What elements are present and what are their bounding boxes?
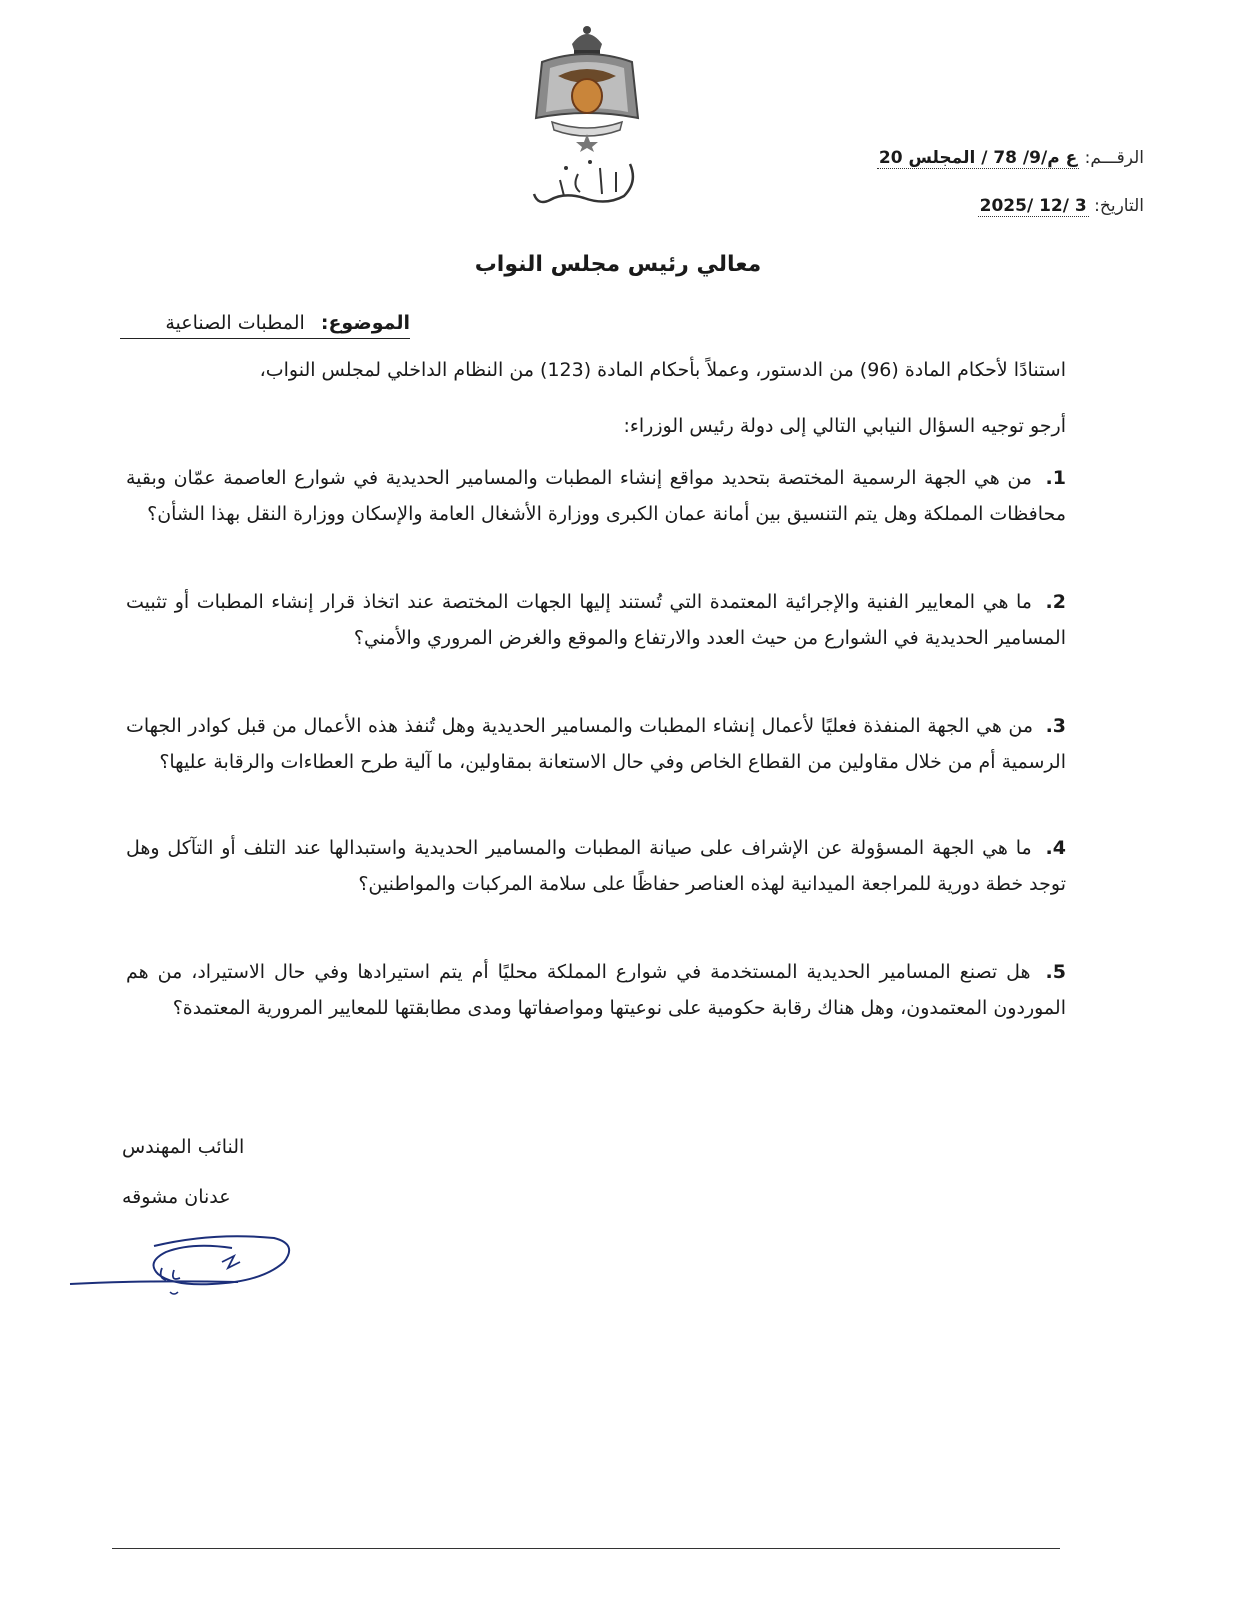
reference-number xyxy=(877,148,1144,168)
reference-label: الرقـــم: xyxy=(1084,148,1144,168)
question-text: من هي الجهة المنفذة فعليًا لأعمال إنشاء المطبات والمسامير الحديدية وهل تُنفذ هذه الأعمال من قبل كوادر الجهات الرسمية أم من خلال مقاولين من القطاع الخاص وفي حال الاستعانة بمقاولين، ما آلية طرح العطاءات والرقابة عليها؟ xyxy=(126,715,1066,773)
date-value: 3 /12 /2025 xyxy=(979,196,1087,216)
signatory-title: النائب المهندس xyxy=(122,1136,245,1158)
question-number: 4. xyxy=(1045,837,1066,859)
subject-label: الموضوع: xyxy=(320,312,410,334)
question-text: هل تصنع المسامير الحديدية المستخدمة في شوارع المملكة محليًا أم يتم استيرادها وفي حال الاستيراد، من هم الموردون المعتمدون، وهل هناك رقابة حكومية على نوعيتها ومواصفاتها ومدى مطابقتها للمعايير المرورية المعتمدة؟ xyxy=(126,961,1066,1019)
intro-request: أرجو توجيه السؤال النيابي التالي إلى دولة رئيس الوزراء: xyxy=(623,415,1066,437)
signatory-name: عدنان مشوقه xyxy=(122,1186,231,1208)
question-number: 1. xyxy=(1045,467,1066,489)
addressee: معالي رئيس مجلس النواب xyxy=(474,252,762,277)
handwritten-signature xyxy=(62,1228,302,1308)
letter-date xyxy=(978,196,1144,216)
question-number: 2. xyxy=(1045,591,1066,613)
coat-of-arms-icon xyxy=(528,22,646,152)
question-text: ما هي الجهة المسؤولة عن الإشراف على صيانة المطبات والمسامير الحديدية واستبدالها عند التلف أو التآكل وهل توجد خطة دورية للمراجعة الميدانية لهذه العناصر حفاظًا على سلامة المركبات والمواطنين؟ xyxy=(126,837,1066,895)
intro-paragraph: استنادًا لأحكام المادة (96) من الدستور، وعملاً بأحكام المادة (123) من النظام الداخلي لمجلس النواب، xyxy=(259,359,1066,381)
question-item xyxy=(126,954,1066,1026)
svg-text:مجلس النواب: مجلس النواب xyxy=(582,210,588,211)
question-item xyxy=(126,584,1066,656)
date-label: التاريخ: xyxy=(1094,196,1144,216)
reference-value: ع م/9/ 78 / المجلس 20 xyxy=(878,148,1078,168)
question-item xyxy=(126,830,1066,902)
question-text: من هي الجهة الرسمية المختصة بتحديد مواقع إنشاء المطبات والمسامير الحديدية في شوارع العاصمة عمّان وبقية محافظات المملكة وهل يتم التنسيق بين أمانة عمان الكبرى ووزارة الأشغال العامة والإسكان ووزارة النقل بهذا الشأن؟ xyxy=(126,467,1066,525)
institution-calligraphy xyxy=(520,152,650,212)
subject-line xyxy=(120,312,410,339)
question-text: ما هي المعايير الفنية والإجرائية المعتمدة التي تُستند إليها الجهات المختصة عند اتخاذ قرار إنشاء المطبات أو تثبيت المسامير الحديدية في الشوارع من حيث العدد والارتفاع والموقع والغرض المروري والأمني؟ xyxy=(126,591,1066,649)
question-number: 3. xyxy=(1045,715,1067,737)
question-item xyxy=(126,708,1066,780)
subject-value: المطبات الصناعية xyxy=(165,312,305,334)
question-item xyxy=(126,460,1066,532)
question-number: 5. xyxy=(1045,961,1066,983)
footer-divider xyxy=(112,1548,1060,1549)
